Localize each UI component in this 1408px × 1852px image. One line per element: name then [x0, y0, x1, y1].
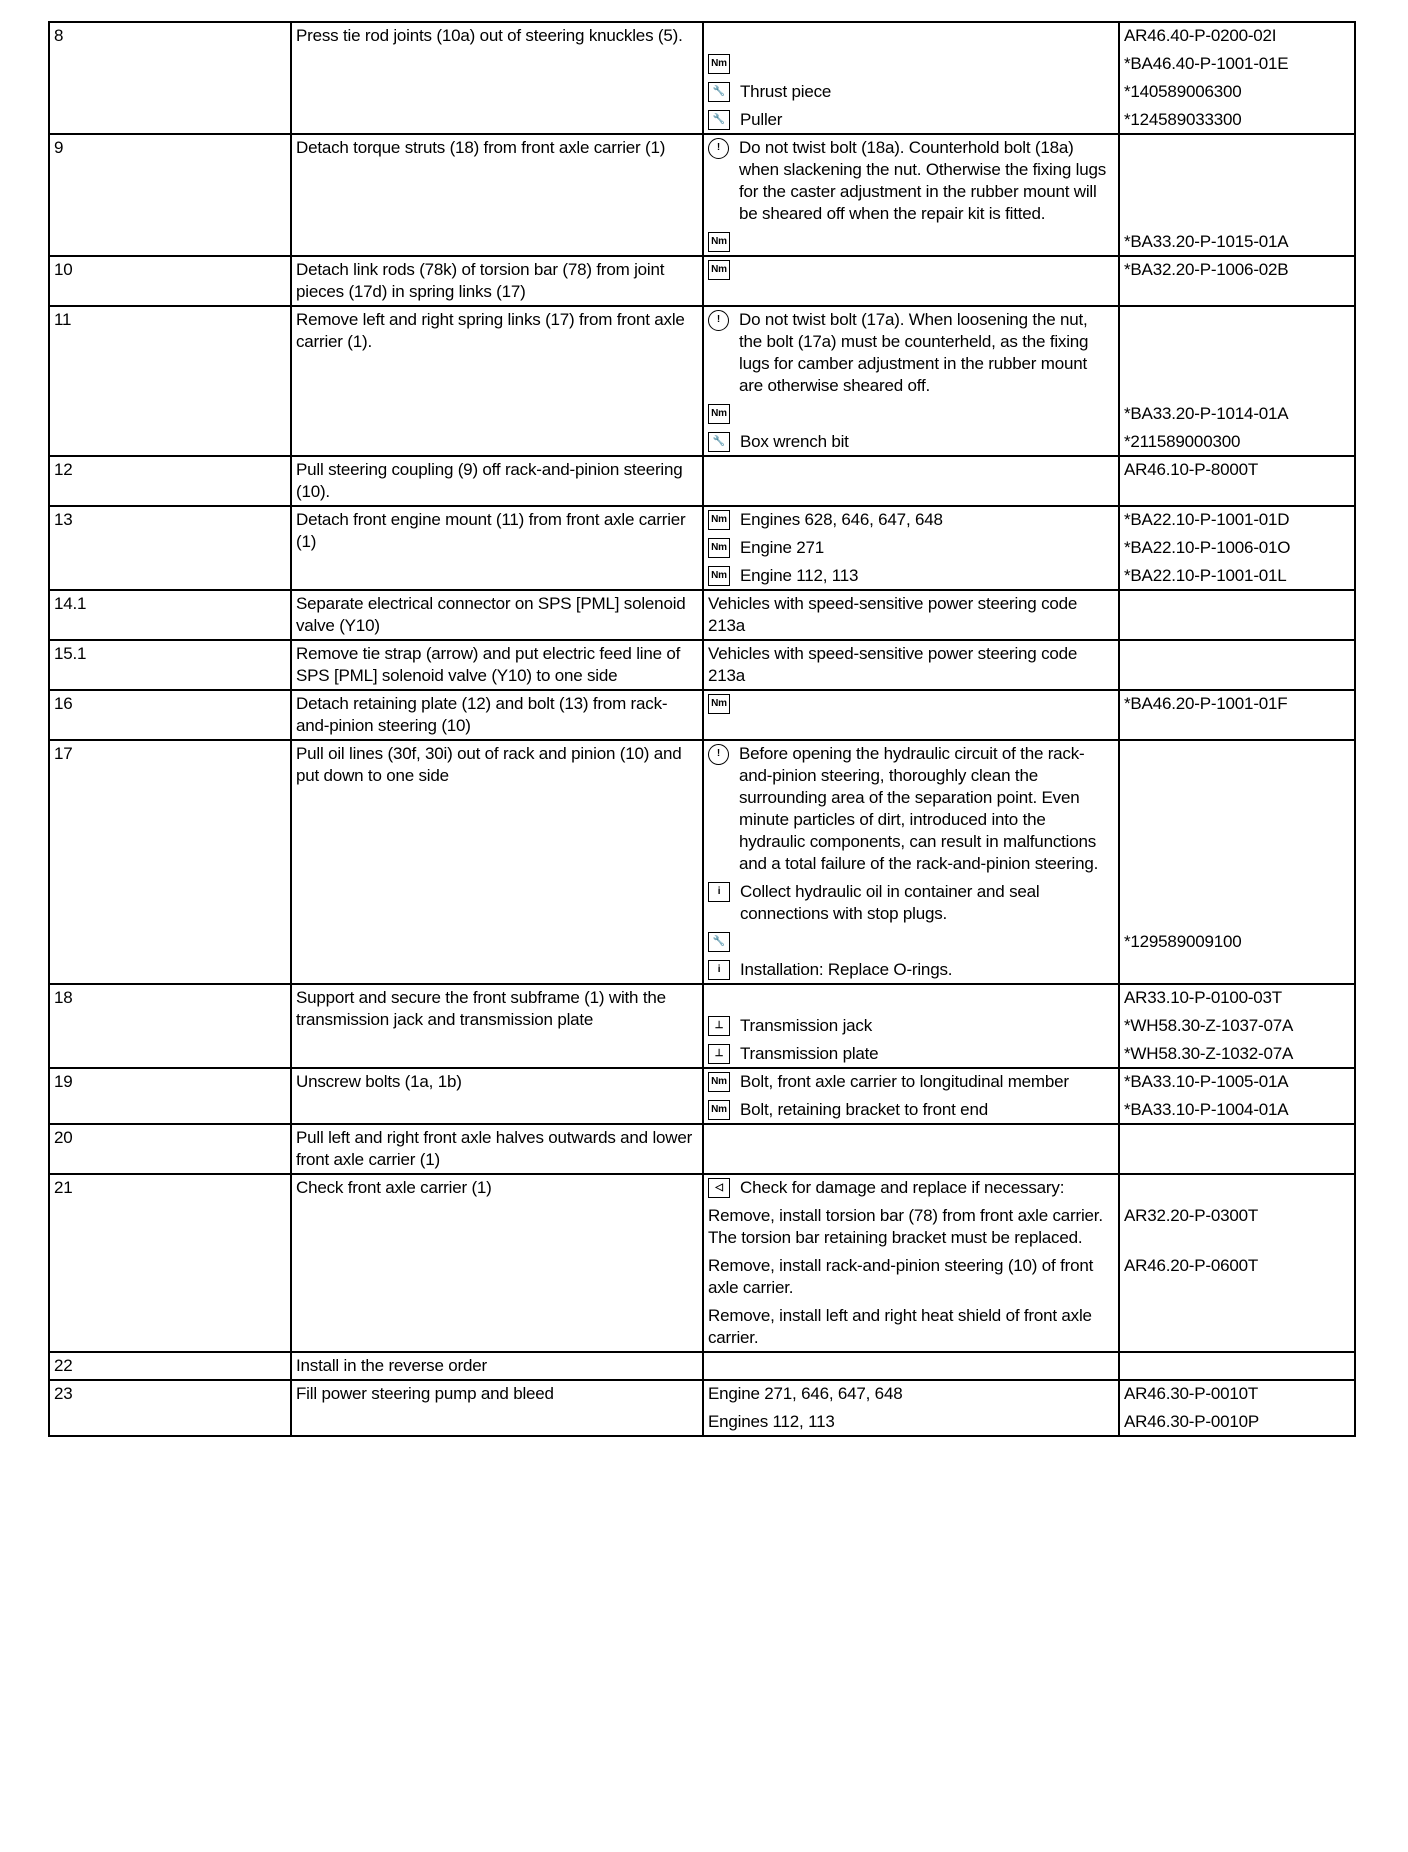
reference-line: [1124, 1127, 1350, 1149]
step-references: [1119, 740, 1355, 984]
step-row: [49, 134, 1355, 256]
note-text: Box wrench bit: [740, 432, 849, 451]
step-number: 9: [49, 134, 291, 256]
reference-line: [1124, 1355, 1350, 1377]
step-references: [1119, 22, 1355, 134]
reference-code: AR32.20-P-0300T: [1124, 1206, 1259, 1225]
procedure-table: [48, 21, 1356, 1437]
reference-code: AR33.10-P-0100-03T: [1124, 988, 1282, 1007]
note-line: [708, 931, 1114, 953]
reference-code: *BA33.20-P-1014-01A: [1124, 404, 1289, 423]
step-row: [49, 22, 1355, 134]
step-action: Separate electrical connector on SPS [PML] solenoid valve (Y10): [291, 590, 703, 640]
torque-nm-icon: Nm: [708, 510, 730, 530]
step-notes: [703, 306, 1119, 456]
step-references: [1119, 590, 1355, 640]
reference-code: *BA33.20-P-1015-01A: [1124, 232, 1289, 251]
note-line: [708, 537, 1114, 559]
inspect-icon: ◁: [708, 1178, 730, 1198]
reference-line: [1124, 1411, 1350, 1433]
step-number: 14.1: [49, 590, 291, 640]
step-number: 23: [49, 1380, 291, 1436]
reference-code: AR46.30-P-0010P: [1124, 1412, 1259, 1431]
procedure-table-body: [49, 22, 1355, 1436]
reference-line: [1124, 259, 1350, 281]
note-line: [708, 1177, 1114, 1199]
step-references: [1119, 506, 1355, 590]
reference-line: [1124, 593, 1350, 637]
step-action: Detach link rods (78k) of torsion bar (78) from joint pieces (17d) in spring links (17): [291, 256, 703, 306]
note-line: [708, 1071, 1114, 1093]
step-number: 15.1: [49, 640, 291, 690]
note-line: [708, 1127, 1114, 1149]
note-line: [708, 259, 1114, 281]
reference-line: [1124, 231, 1350, 253]
torque-nm-icon: Nm: [708, 1100, 730, 1120]
reference-line: [1124, 987, 1350, 1009]
step-row: [49, 306, 1355, 456]
step-notes: [703, 740, 1119, 984]
note-line: [708, 693, 1114, 715]
step-number: 10: [49, 256, 291, 306]
reference-line: [1124, 509, 1350, 531]
note-line: [708, 881, 1114, 925]
reference-line: [1124, 403, 1350, 425]
reference-line: [1124, 1383, 1350, 1405]
note-text: Engines 112, 113: [708, 1412, 835, 1431]
step-number: 18: [49, 984, 291, 1068]
step-action: Detach retaining plate (12) and bolt (13) from rack-and-pinion steering (10): [291, 690, 703, 740]
reference-code: *WH58.30-Z-1032-07A: [1124, 1044, 1294, 1063]
note-line: [708, 1383, 1114, 1405]
note-text: Transmission plate: [740, 1044, 879, 1063]
step-notes: [703, 1124, 1119, 1174]
note-text: Transmission jack: [740, 1016, 873, 1035]
reference-line: [1124, 565, 1350, 587]
reference-line: [1124, 959, 1350, 981]
reference-line: [1124, 1177, 1350, 1199]
reference-line: [1124, 1255, 1350, 1299]
reference-code: *BA33.10-P-1004-01A: [1124, 1100, 1289, 1119]
note-text: Vehicles with speed-sensitive power steering code 213a: [708, 594, 1078, 635]
step-notes: [703, 22, 1119, 134]
reference-line: [1124, 309, 1350, 397]
note-line: [708, 1355, 1114, 1377]
step-action: Press tie rod joints (10a) out of steering knuckles (5).: [291, 22, 703, 134]
reference-code: *BA22.10-P-1001-01L: [1124, 566, 1287, 585]
reference-line: [1124, 931, 1350, 953]
reference-line: [1124, 881, 1350, 925]
note-line: [708, 959, 1114, 981]
reference-code: *211589000300: [1124, 432, 1241, 451]
step-row: [49, 506, 1355, 590]
note-line: [708, 643, 1114, 687]
reference-code: *BA46.20-P-1001-01F: [1124, 694, 1288, 713]
reference-code: *124589033300: [1124, 110, 1242, 129]
step-row: [49, 984, 1355, 1068]
reference-line: [1124, 537, 1350, 559]
step-number: 17: [49, 740, 291, 984]
torque-nm-icon: Nm: [708, 1072, 730, 1092]
reference-code: *BA22.10-P-1001-01D: [1124, 510, 1290, 529]
step-action: Remove tie strap (arrow) and put electric feed line of SPS [PML] solenoid valve (Y10) to one side: [291, 640, 703, 690]
step-number: 12: [49, 456, 291, 506]
step-row: [49, 1352, 1355, 1380]
note-text: Vehicles with speed-sensitive power steering code 213a: [708, 644, 1078, 685]
reference-line: [1124, 693, 1350, 715]
step-number: 21: [49, 1174, 291, 1352]
note-text: Engine 271, 646, 647, 648: [708, 1384, 903, 1403]
note-line: [708, 137, 1114, 225]
note-text: Collect hydraulic oil in container and seal connections with stop plugs.: [740, 882, 1040, 923]
step-references: [1119, 306, 1355, 456]
torque-nm-icon: Nm: [708, 538, 730, 558]
step-action: Support and secure the front subframe (1) with the transmission jack and transmission plate: [291, 984, 703, 1068]
step-number: 22: [49, 1352, 291, 1380]
step-number: 20: [49, 1124, 291, 1174]
note-text: Remove, install left and right heat shield of front axle carrier.: [708, 1306, 1092, 1347]
note-text: Installation: Replace O-rings.: [740, 960, 953, 979]
reference-code: *129589009100: [1124, 932, 1242, 951]
note-text: Bolt, front axle carrier to longitudinal member: [740, 1072, 1069, 1091]
torque-nm-icon: Nm: [708, 54, 730, 74]
step-row: [49, 1068, 1355, 1124]
step-row: [49, 590, 1355, 640]
step-notes: [703, 134, 1119, 256]
reference-line: [1124, 459, 1350, 481]
reference-code: *140589006300: [1124, 82, 1242, 101]
step-notes: [703, 640, 1119, 690]
note-line: [708, 25, 1114, 47]
warning-icon: !: [708, 138, 729, 159]
note-text: Engine 271: [740, 538, 825, 557]
step-references: [1119, 256, 1355, 306]
note-line: [708, 231, 1114, 253]
warning-icon: !: [708, 310, 729, 331]
reference-line: [1124, 643, 1350, 687]
special-tool-icon: 🔧: [708, 432, 730, 452]
reference-line: [1124, 25, 1350, 47]
step-notes: [703, 1174, 1119, 1352]
note-line: [708, 565, 1114, 587]
reference-line: [1124, 743, 1350, 875]
special-tool-icon: 🔧: [708, 110, 730, 130]
note-text: Remove, install torsion bar (78) from front axle carrier. The torsion bar retaining bracket must be replaced.: [708, 1206, 1103, 1247]
step-references: [1119, 1380, 1355, 1436]
reference-line: [1124, 1205, 1350, 1249]
note-line: [708, 743, 1114, 875]
step-number: 16: [49, 690, 291, 740]
info-icon: i: [708, 882, 730, 902]
note-text: Check for damage and replace if necessary:: [740, 1178, 1065, 1197]
step-references: [1119, 1174, 1355, 1352]
reference-code: *BA46.40-P-1001-01E: [1124, 54, 1289, 73]
reference-line: [1124, 137, 1350, 225]
note-line: [708, 431, 1114, 453]
step-notes: [703, 506, 1119, 590]
step-number: 13: [49, 506, 291, 590]
step-references: [1119, 690, 1355, 740]
step-action: Unscrew bolts (1a, 1b): [291, 1068, 703, 1124]
note-text: Before opening the hydraulic circuit of the rack-and-pinion steering, thoroughly clean the surrounding area of the separation point. Even minute particles of dirt, introduced into the hydraulic components, can result in malfunctions and a total failure of the rack-and-pinion steering.: [739, 744, 1099, 873]
note-text: Thrust piece: [740, 82, 832, 101]
torque-nm-icon: Nm: [708, 232, 730, 252]
note-line: [708, 1099, 1114, 1121]
step-action: Pull left and right front axle halves outwards and lower front axle carrier (1): [291, 1124, 703, 1174]
reference-line: [1124, 431, 1350, 453]
step-notes: [703, 1352, 1119, 1380]
special-tool-icon: 🔧: [708, 932, 730, 952]
step-references: [1119, 134, 1355, 256]
step-references: [1119, 1124, 1355, 1174]
reference-code: AR46.10-P-8000T: [1124, 460, 1259, 479]
step-action: Detach front engine mount (11) from front axle carrier (1): [291, 506, 703, 590]
reference-line: [1124, 1015, 1350, 1037]
step-references: [1119, 1352, 1355, 1380]
step-notes: [703, 1068, 1119, 1124]
step-references: [1119, 456, 1355, 506]
step-row: [49, 640, 1355, 690]
step-number: 19: [49, 1068, 291, 1124]
note-text: Do not twist bolt (18a). Counterhold bolt (18a) when slackening the nut. Otherwise the fixing lugs for the caster adjustment in the rubber mount will be sheared off when the repair kit is fitted.: [739, 138, 1107, 223]
note-line: [708, 987, 1114, 1009]
note-line: [708, 1043, 1114, 1065]
step-action: Install in the reverse order: [291, 1352, 703, 1380]
step-notes: [703, 590, 1119, 640]
reference-code: AR46.40-P-0200-02I: [1124, 26, 1277, 45]
reference-line: [1124, 81, 1350, 103]
step-action: Fill power steering pump and bleed: [291, 1380, 703, 1436]
reference-code: AR46.20-P-0600T: [1124, 1256, 1259, 1275]
note-line: [708, 459, 1114, 481]
step-references: [1119, 640, 1355, 690]
torque-nm-icon: Nm: [708, 404, 730, 424]
step-references: [1119, 984, 1355, 1068]
special-tool-icon: 🔧: [708, 82, 730, 102]
note-line: [708, 593, 1114, 637]
warning-icon: !: [708, 744, 729, 765]
note-line: [708, 53, 1114, 75]
reference-code: *BA22.10-P-1006-01O: [1124, 538, 1291, 557]
step-notes: [703, 984, 1119, 1068]
step-notes: [703, 256, 1119, 306]
note-text: Puller: [740, 110, 783, 129]
reference-line: [1124, 109, 1350, 131]
note-line: [708, 1015, 1114, 1037]
note-line: [708, 1255, 1114, 1299]
step-action: Check front axle carrier (1): [291, 1174, 703, 1352]
step-action: Remove left and right spring links (17) from front axle carrier (1).: [291, 306, 703, 456]
note-line: [708, 1305, 1114, 1349]
note-text: Do not twist bolt (17a). When loosening the nut, the bolt (17a) must be counterheld, as the fixing lugs for camber adjustment in the rubber mount are otherwise sheared off.: [739, 310, 1089, 395]
info-icon: i: [708, 960, 730, 980]
step-row: [49, 256, 1355, 306]
reference-code: *WH58.30-Z-1037-07A: [1124, 1016, 1294, 1035]
reference-code: *BA32.20-P-1006-02B: [1124, 260, 1289, 279]
note-text: Bolt, retaining bracket to front end: [740, 1100, 988, 1119]
note-line: [708, 109, 1114, 131]
torque-nm-icon: Nm: [708, 694, 730, 714]
reference-line: [1124, 1071, 1350, 1093]
torque-nm-icon: Nm: [708, 260, 730, 280]
step-row: [49, 690, 1355, 740]
note-text: Remove, install rack-and-pinion steering (10) of front axle carrier.: [708, 1256, 1094, 1297]
step-notes: [703, 690, 1119, 740]
step-notes: [703, 456, 1119, 506]
step-number: 8: [49, 22, 291, 134]
workshop-equipment-icon: ⊥: [708, 1044, 730, 1064]
torque-nm-icon: Nm: [708, 566, 730, 586]
step-row: [49, 1124, 1355, 1174]
note-text: Engines 628, 646, 647, 648: [740, 510, 943, 529]
note-line: [708, 1411, 1114, 1433]
step-action: Detach torque struts (18) from front axle carrier (1): [291, 134, 703, 256]
reference-line: [1124, 1305, 1350, 1349]
workshop-equipment-icon: ⊥: [708, 1016, 730, 1036]
reference-line: [1124, 1099, 1350, 1121]
step-row: [49, 1380, 1355, 1436]
step-row: [49, 456, 1355, 506]
step-references: [1119, 1068, 1355, 1124]
note-text: Engine 112, 113: [740, 566, 859, 585]
step-notes: [703, 1380, 1119, 1436]
step-number: 11: [49, 306, 291, 456]
step-action: Pull steering coupling (9) off rack-and-pinion steering (10).: [291, 456, 703, 506]
note-line: [708, 81, 1114, 103]
note-line: [708, 403, 1114, 425]
step-row: [49, 740, 1355, 984]
reference-line: [1124, 53, 1350, 75]
reference-line: [1124, 1043, 1350, 1065]
reference-code: *BA33.10-P-1005-01A: [1124, 1072, 1289, 1091]
note-line: [708, 1205, 1114, 1249]
step-action: Pull oil lines (30f, 30i) out of rack and pinion (10) and put down to one side: [291, 740, 703, 984]
note-line: [708, 509, 1114, 531]
reference-code: AR46.30-P-0010T: [1124, 1384, 1259, 1403]
step-row: [49, 1174, 1355, 1352]
note-line: [708, 309, 1114, 397]
